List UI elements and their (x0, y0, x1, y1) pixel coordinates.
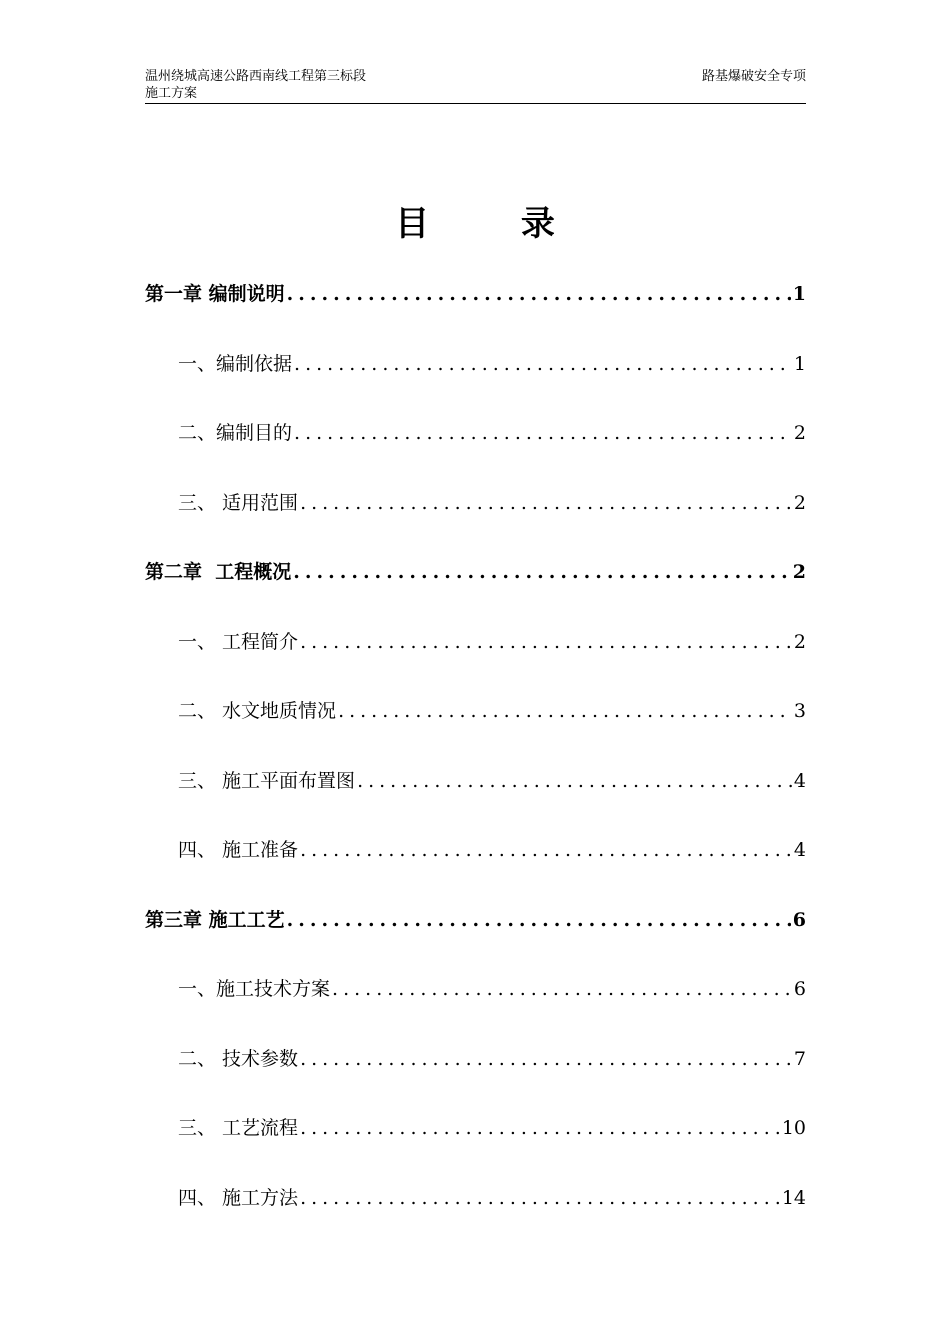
toc-entry-title: 工程简介 (222, 630, 299, 653)
toc-section-entry[interactable] (145, 764, 806, 834)
toc-page-number: 6 (793, 978, 806, 1000)
toc-entry-number: 第三章 (145, 908, 209, 931)
toc-page-number: 2 (793, 422, 806, 444)
toc-page-number: 1 (793, 352, 806, 375)
toc-dot-leader (300, 1042, 792, 1076)
toc-dot-leader (294, 347, 792, 381)
table-of-contents (145, 277, 806, 1250)
toc-entry-number: 四、 (178, 1186, 223, 1209)
toc-section-entry[interactable] (145, 1111, 806, 1181)
toc-entry-number: 一、 (178, 352, 217, 375)
toc-page-number: 2 (793, 630, 806, 653)
toc-dot-leader (300, 1111, 780, 1145)
toc-dot-leader (294, 416, 792, 450)
toc-dot-leader (287, 903, 791, 937)
toc-entry-number: 三、 (178, 1117, 223, 1139)
toc-entry-title: 编制依据 (216, 352, 293, 375)
header-project-name: 温州绕城高速公路西南线工程第三标段 (145, 69, 367, 84)
toc-section-entry[interactable] (145, 347, 806, 417)
toc-entry-number: 四、 (178, 839, 223, 861)
toc-section-entry[interactable] (145, 1042, 806, 1112)
toc-entry-title: 施工平面布置图 (222, 769, 356, 792)
toc-section-entry[interactable] (145, 833, 806, 903)
page-header (145, 66, 806, 104)
toc-entry-number: 一、 (178, 978, 217, 1000)
toc-chapter-entry[interactable] (145, 277, 806, 347)
toc-entry-number: 二、 (178, 422, 217, 444)
toc-entry-number: 二、 (178, 700, 223, 722)
toc-section-entry[interactable] (145, 1181, 806, 1251)
toc-entry-number: 三、 (178, 769, 223, 792)
toc-section-entry[interactable] (145, 625, 806, 695)
toc-entry-title: 编制说明 (208, 283, 285, 305)
toc-page-number: 7 (793, 1047, 806, 1070)
toc-dot-leader (293, 555, 791, 589)
toc-page-number: 2 (792, 561, 806, 583)
toc-dot-leader (287, 277, 791, 311)
toc-entry-title: 施工方法 (222, 1186, 299, 1209)
toc-page-number: 4 (793, 839, 806, 861)
toc-title: 目 录 (395, 204, 595, 244)
toc-entry-number: 三、 (178, 491, 223, 514)
toc-section-entry[interactable] (145, 972, 806, 1042)
toc-page-number: 14 (781, 1186, 806, 1209)
header-doc-type: 施工方案 (145, 86, 198, 101)
toc-section-entry[interactable] (145, 694, 806, 764)
toc-section-entry[interactable] (145, 486, 806, 556)
toc-entry-number: 第一章 (145, 283, 209, 305)
toc-entry-number: 第二章 (145, 561, 216, 583)
toc-entry-title: 编制目的 (216, 422, 293, 444)
toc-chapter-entry[interactable] (145, 555, 806, 625)
toc-chapter-entry[interactable] (145, 903, 806, 973)
toc-page-number: 2 (793, 491, 806, 514)
toc-entry-number: 二、 (178, 1047, 223, 1070)
toc-entry-title: 适用范围 (222, 491, 299, 514)
toc-entry-title: 技术参数 (222, 1047, 299, 1070)
toc-page-number: 3 (793, 700, 806, 722)
toc-dot-leader (300, 486, 792, 520)
toc-section-entry[interactable] (145, 416, 806, 486)
header-right: 路基爆破安全专项 (701, 69, 806, 84)
toc-entry-title: 水文地质情况 (222, 700, 337, 722)
toc-dot-leader (300, 833, 792, 867)
toc-entry-title: 施工准备 (222, 839, 299, 861)
toc-entry-title: 施工工艺 (208, 908, 285, 931)
toc-entry-title: 工艺流程 (222, 1117, 299, 1139)
toc-page-number: 10 (781, 1117, 806, 1139)
toc-page-number: 4 (793, 769, 806, 792)
toc-dot-leader (338, 694, 792, 728)
toc-dot-leader (300, 625, 792, 659)
toc-page-number: 6 (792, 908, 806, 931)
toc-dot-leader (357, 764, 792, 798)
toc-dot-leader (300, 1181, 780, 1215)
toc-entry-number: 一、 (178, 630, 223, 653)
toc-entry-title: 施工技术方案 (216, 978, 331, 1000)
toc-page-number: 1 (792, 283, 806, 305)
toc-entry-title: 工程概况 (215, 561, 292, 583)
toc-dot-leader (332, 972, 792, 1006)
header-left (145, 68, 366, 102)
